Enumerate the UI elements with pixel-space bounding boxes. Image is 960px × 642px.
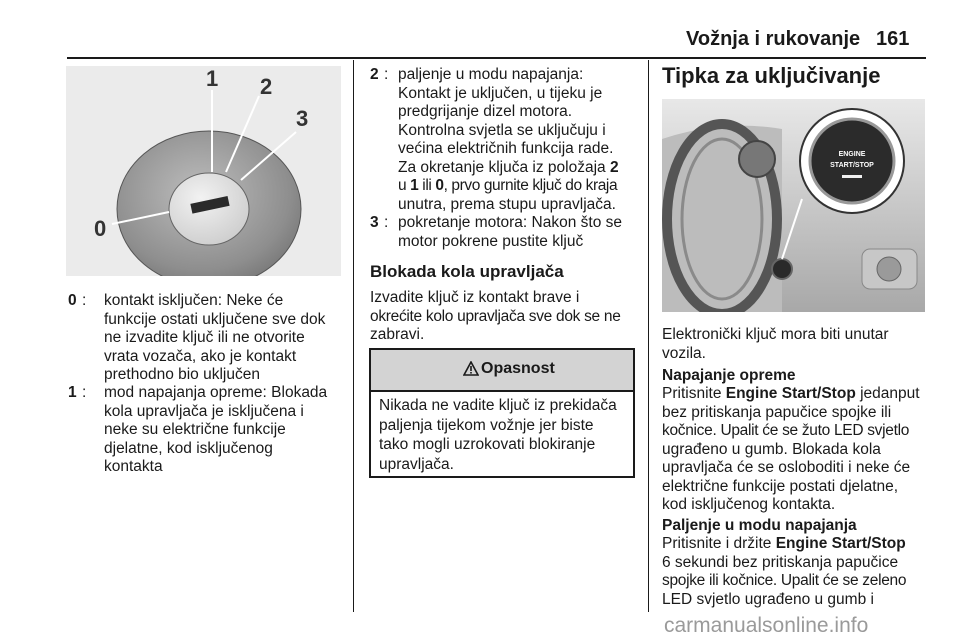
definition-line: predgrijanje dizel motora. bbox=[398, 103, 573, 120]
definition-line: mod napajanja opreme: Blokada bbox=[104, 384, 328, 401]
definition-colon: : bbox=[82, 384, 87, 401]
definition-line: funkcije ostati uključene sve dok bbox=[104, 310, 326, 328]
paragraph-line: zabravi. bbox=[370, 326, 425, 343]
definition-line: većina električnih funkcija rade. bbox=[398, 140, 614, 157]
paragraph-text: Pritisnite i držite bbox=[662, 535, 776, 552]
header-rule bbox=[67, 57, 926, 59]
button-name: Engine Start/Stop bbox=[775, 535, 906, 552]
definition-line: kola upravljača je isključena i bbox=[104, 402, 304, 420]
definition-line: kontakta bbox=[104, 458, 163, 475]
definition-item-1 bbox=[68, 384, 350, 479]
power-paragraph bbox=[662, 385, 937, 515]
paragraph-line bbox=[662, 535, 937, 554]
engine-label: ENGINE bbox=[838, 151, 866, 158]
position-ref: 1 bbox=[410, 177, 419, 194]
paragraph-line bbox=[662, 385, 937, 404]
definition-text: Za okretanje ključa iz položaja bbox=[398, 158, 606, 176]
definition-line: motor pokrene pustite ključ bbox=[398, 232, 584, 250]
position-label-0: 0 bbox=[94, 216, 107, 241]
warning-line: paljenja tijekom vožnje jer biste bbox=[379, 416, 594, 434]
section-title: Tipka za uključivanje bbox=[662, 63, 881, 88]
ignition-paragraph bbox=[662, 535, 937, 609]
paragraph-line: LED svjetlo ugrađeno u gumb i bbox=[662, 590, 874, 608]
start-stop-label: START/STOP bbox=[830, 162, 874, 169]
definition-line: neke su električne funkcije bbox=[104, 421, 286, 438]
paragraph-line: ugrađeno u gumb. Blokada kola bbox=[662, 440, 881, 458]
warning-title: Opasnost bbox=[481, 360, 555, 377]
button-name: Engine Start/Stop bbox=[725, 385, 856, 402]
definition-text: , prvo gurnite ključ do kraja bbox=[443, 177, 618, 194]
column-divider bbox=[648, 60, 649, 612]
paragraph-line: kod isključenog kontakta. bbox=[662, 496, 836, 513]
ignition-heading: Paljenje u modu napajanja bbox=[662, 517, 857, 534]
paragraph-line: bez pritiskanja papučice spojke ili bbox=[662, 403, 892, 421]
paragraph-line: Elektronički ključ mora biti unutar bbox=[662, 326, 889, 343]
running-header: Vožnja i rukovanje bbox=[686, 28, 861, 50]
definition-key: 2 bbox=[370, 66, 379, 83]
section-subheading: Blokada kola upravljača bbox=[370, 262, 564, 281]
definition-line: unutra, prema stupu upravljača. bbox=[398, 195, 616, 213]
start-stop-button-figure bbox=[662, 99, 925, 312]
definition-line: Kontrolna svjetla se uključuju i bbox=[398, 121, 606, 139]
column-divider bbox=[353, 60, 354, 612]
definition-colon: : bbox=[384, 214, 389, 231]
warning-line: Nikada ne vadite ključ iz prekidača bbox=[379, 397, 617, 414]
definition-item-3 bbox=[370, 214, 640, 254]
definition-key: 1 bbox=[68, 384, 77, 401]
watermark: carmanualsonline.info bbox=[664, 614, 869, 637]
page-number: 161 bbox=[876, 28, 910, 50]
warning-line: upravljača. bbox=[379, 455, 454, 473]
position-label-3: 3 bbox=[296, 106, 309, 131]
paragraph-text: Pritisnite bbox=[662, 385, 726, 402]
definition-line: pokretanje motora: Nakon što se bbox=[398, 214, 623, 231]
warning-line: tako mogli uzrokovati blokiranje bbox=[379, 436, 596, 453]
warning-triangle-icon bbox=[463, 361, 479, 376]
ignition-lock-figure bbox=[66, 66, 341, 276]
position-label-1: 1 bbox=[206, 66, 219, 91]
paragraph-line: kočnice. Upalit će se žuto LED svjetlo bbox=[662, 422, 910, 439]
definition-line bbox=[398, 159, 634, 178]
lock-paragraph bbox=[370, 289, 645, 345]
definition-item-2 bbox=[370, 66, 640, 216]
definition-line: ne izvadite ključ ili ne otvorite bbox=[104, 329, 305, 346]
warning-text bbox=[379, 396, 629, 474]
definition-key: 0 bbox=[68, 292, 77, 309]
warning-header bbox=[371, 350, 633, 392]
definition-text: ili bbox=[418, 177, 436, 194]
definition-item-0 bbox=[68, 292, 350, 387]
paragraph-line: okrećite kolo upravljača sve dok se ne bbox=[370, 307, 621, 325]
definition-line: Kontakt je uključen, u tijeku je bbox=[398, 84, 603, 102]
definition-line: djelatne, kod isključenog bbox=[104, 439, 273, 457]
paragraph-line: električne funkcije postati djelatne, bbox=[662, 477, 899, 495]
paragraph-text: jedanput bbox=[855, 385, 920, 402]
warning-box bbox=[369, 348, 635, 478]
definition-line: prethodno bio uključen bbox=[104, 366, 260, 383]
definition-colon: : bbox=[82, 292, 87, 309]
definition-line: vrata vozača, ako je kontakt bbox=[104, 347, 297, 365]
definition-line bbox=[398, 177, 634, 196]
position-ref: 2 bbox=[609, 158, 619, 176]
paragraph-line: spojke ili kočnice. Upalit će se zeleno bbox=[662, 572, 907, 589]
power-heading: Napajanje opreme bbox=[662, 367, 796, 384]
paragraph-line: upravljača će se osloboditi i neke će bbox=[662, 459, 911, 476]
position-ref: 0 bbox=[435, 177, 444, 194]
definition-key: 3 bbox=[370, 214, 379, 231]
paragraph-line: Izvadite ključ iz kontakt brave i bbox=[370, 289, 580, 306]
position-label-2: 2 bbox=[260, 74, 273, 99]
intro-paragraph bbox=[662, 326, 932, 363]
definition-colon: : bbox=[384, 66, 389, 83]
paragraph-line: 6 sekundi bez pritiskanja papučice bbox=[662, 553, 899, 571]
definition-text: u bbox=[398, 177, 411, 194]
definition-line: kontakt isključen: Neke će bbox=[104, 292, 284, 309]
paragraph-line: vozila. bbox=[662, 344, 706, 362]
definition-line: paljenje u modu napajanja: bbox=[398, 66, 584, 83]
